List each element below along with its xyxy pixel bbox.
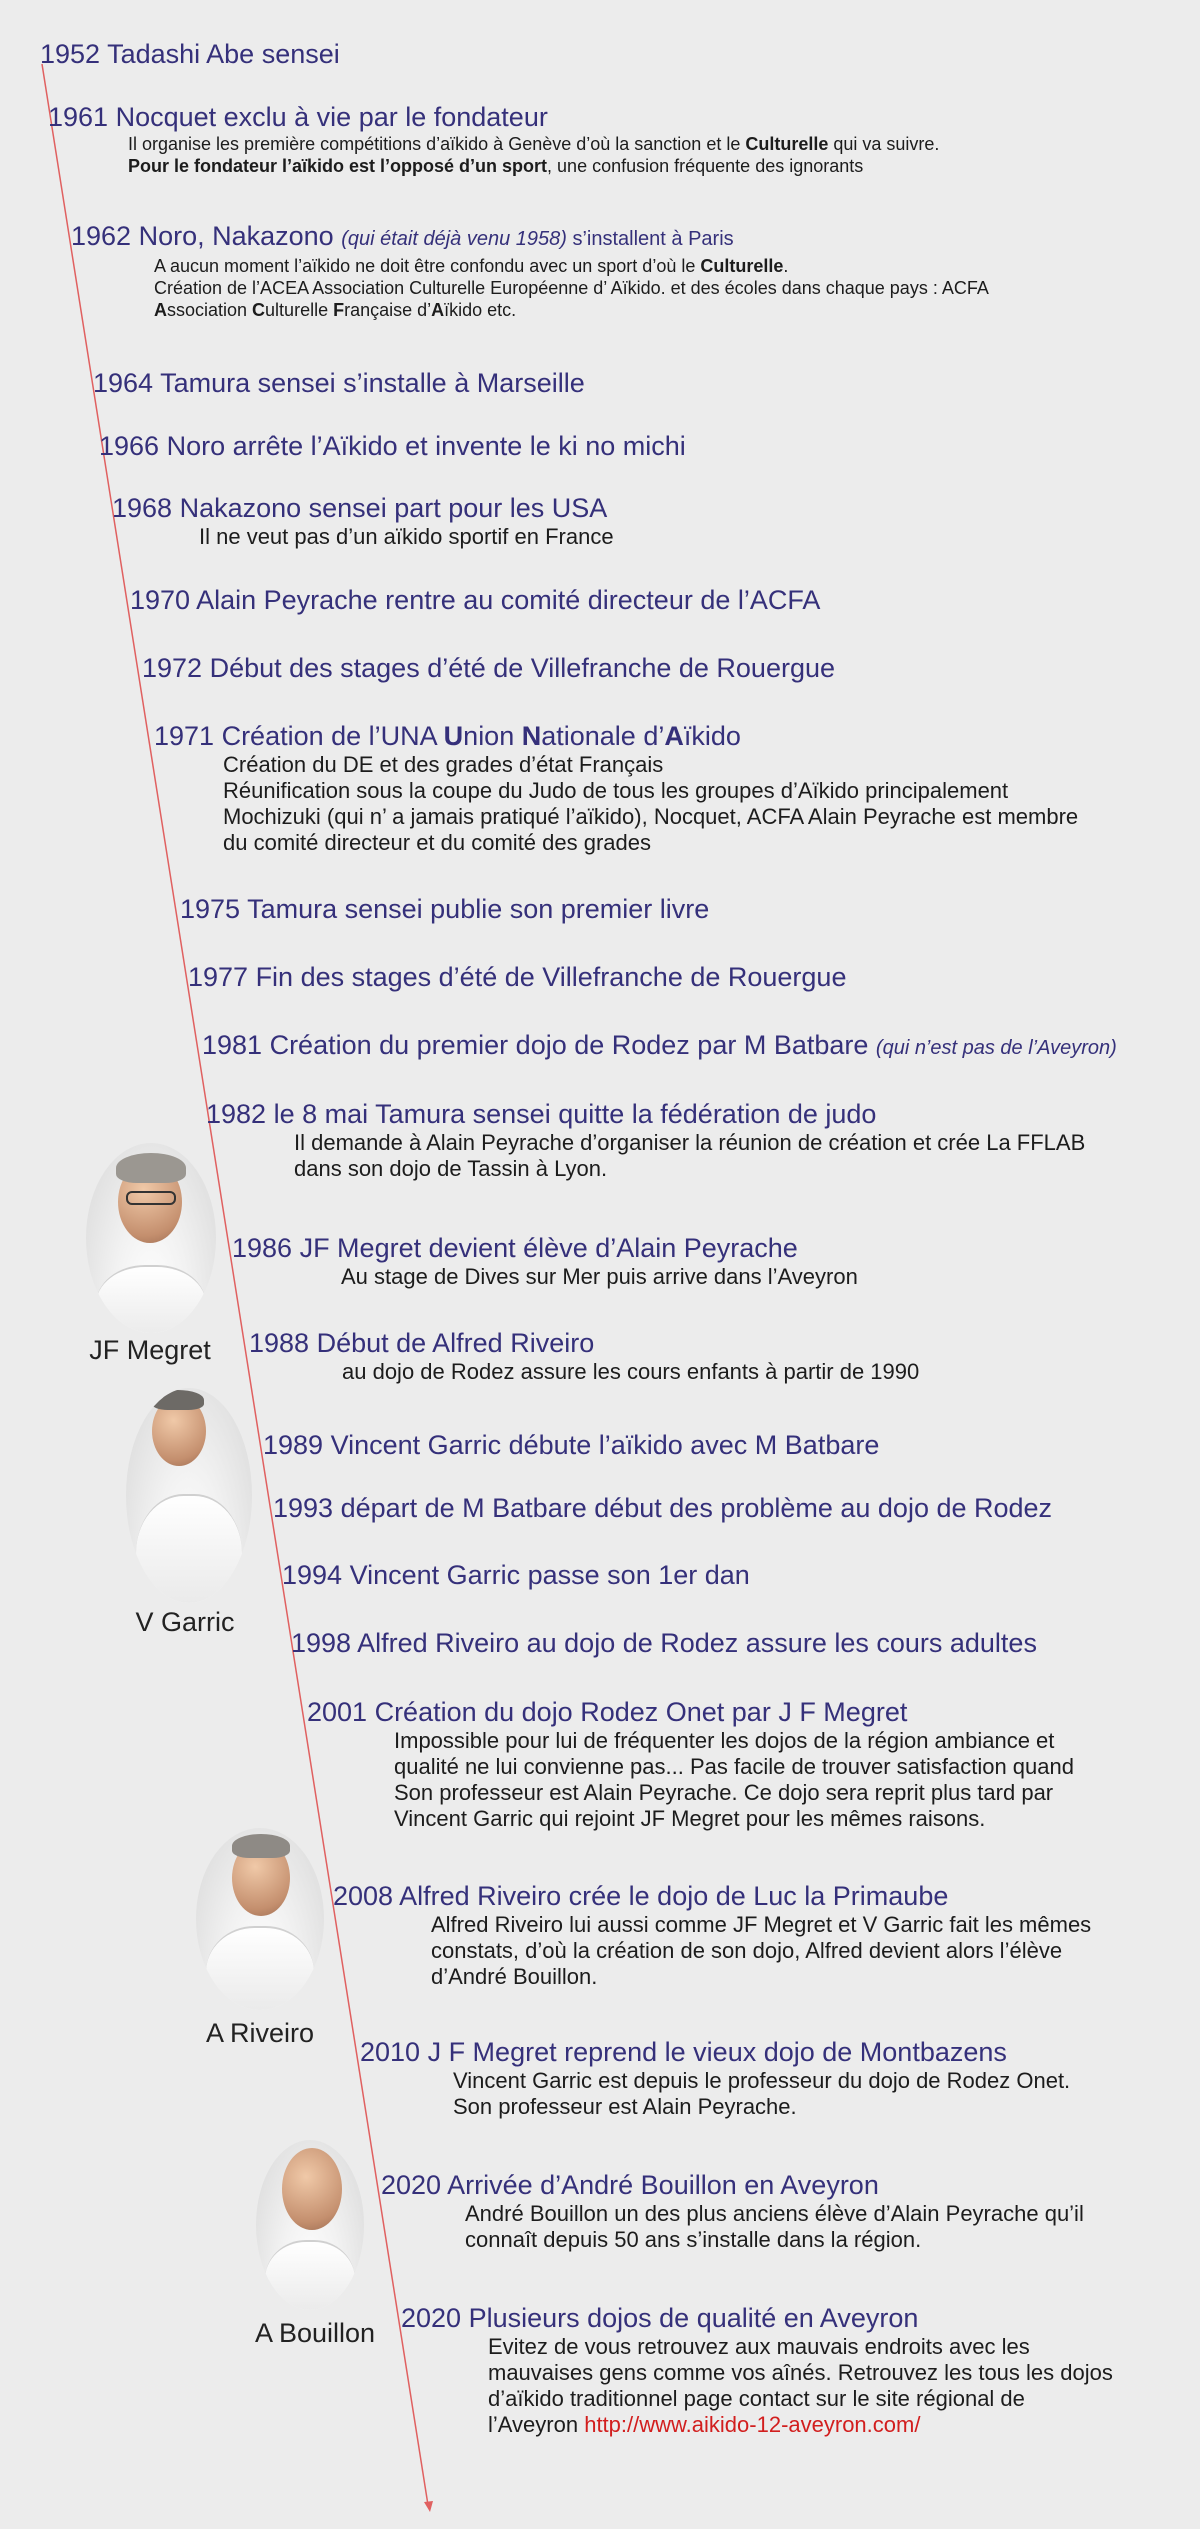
entry-description: Son professeur est Alain Peyrache. (453, 2094, 797, 2119)
entry-1966 (99, 430, 686, 462)
entry-2020-arrival (381, 2169, 1084, 2253)
entry-title: 1981 Création du premier dojo de Rodez par M Batbare (qui n’est pas de l’Aveyron) (202, 1030, 1117, 1060)
entry-description: Vincent Garric est depuis le professeur du dojo de Rodez Onet. (453, 2068, 1071, 2093)
entry-description: Vincent Garric qui rejoint JF Megret pour les mêmes raisons. (394, 1806, 986, 1831)
entry-title: 1998 Alfred Riveiro au dojo de Rodez assure les cours adultes (291, 1628, 1037, 1658)
entry-1981 (202, 1029, 1117, 1064)
entry-title: 1961 Nocquet exclu à vie par le fondateur (48, 102, 548, 132)
entry-title: 2001 Création du dojo Rodez Onet par J F Megret (307, 1697, 908, 1727)
portrait-a-riveiro-photo (196, 1828, 324, 2010)
entry-description: connaît depuis 50 ans s’installe dans la région. (465, 2227, 922, 2252)
entry-description: André Bouillon un des plus anciens élève d’Alain Peyrache qu’il (465, 2201, 1084, 2226)
entry-1964 (93, 367, 585, 399)
entry-description: Mochizuki (qui n’ a jamais pratiqué l’aïkido), Nocquet, ACFA Alain Peyrache est membre (223, 804, 1079, 829)
entry-1998 (291, 1627, 1037, 1659)
entry-title: 1966 Noro arrête l’Aïkido et invente le ki no michi (99, 431, 686, 461)
entry-1972 (142, 652, 835, 684)
entry-description: Réunification sous la coupe du Judo de tous les groupes d’Aïkido principalement (223, 778, 1009, 803)
entry-title: 1975 Tamura sensei publie son premier livre (180, 894, 710, 924)
entry-description: Evitez de vous retrouvez aux mauvais endroits avec les (488, 2334, 1030, 2359)
entry-1962 (71, 220, 989, 321)
entry-description: Il demande à Alain Peyrache d’organiser la réunion de création et crée La FFLAB (294, 1130, 1086, 1155)
entry-2001 (307, 1696, 1074, 1832)
entry-1993 (273, 1492, 1052, 1524)
entry-1961 (48, 101, 939, 177)
entry-title: 2020 Plusieurs dojos de qualité en Aveyron (401, 2303, 919, 2333)
entry-description: constats, d’où la création de son dojo, Alfred devient alors l’élève (431, 1938, 1063, 1963)
entry-description: du comité directeur et du comité des grades (223, 830, 652, 855)
portrait-v-garric-photo (126, 1388, 252, 1603)
entry-title: 1952 Tadashi Abe sensei (40, 39, 340, 69)
entry-title: 1962 Noro, Nakazono (qui était déjà venu 1958) s’installent à Paris (71, 221, 734, 251)
entry-title: 1989 Vincent Garric débute l’aïkido avec M Batbare (263, 1430, 880, 1460)
entry-description: Création du DE et des grades d’état Français (223, 752, 664, 777)
entry-description: dans son dojo de Tassin à Lyon. (294, 1156, 608, 1181)
entry-description: Son professeur est Alain Peyrache. Ce dojo sera reprit plus tard par (394, 1780, 1054, 1805)
entry-description: mauvaises gens comme vos aînés. Retrouvez les tous les dojos (488, 2360, 1113, 2385)
entry-description: Impossible pour lui de fréquenter les dojos de la région ambiance et (394, 1728, 1055, 1753)
entry-title: 1970 Alain Peyrache rentre au comité directeur de l’ACFA (130, 585, 821, 615)
entry-title: 1964 Tamura sensei s’installe à Marseille (93, 368, 585, 398)
entry-description: Association Culturelle Française d’Aïkido etc. (154, 300, 517, 320)
entry-title: 2008 Alfred Riveiro crée le dojo de Luc la Primaube (333, 1881, 949, 1911)
entry-title: 2020 Arrivée d’André Bouillon en Aveyron (381, 2170, 879, 2200)
entry-1971 (154, 720, 1078, 856)
entry-title: 1968 Nakazono sensei part pour les USA (112, 493, 608, 523)
portrait-caption: JF Megret (89, 1335, 211, 1365)
entry-1977 (188, 961, 846, 993)
entry-1982 (206, 1098, 1085, 1182)
entry-description: A aucun moment l’aïkido ne doit être confondu avec un sport d’où le Culturelle. (154, 256, 789, 276)
entry-description: l’Aveyron http://www.aikido-12-aveyron.com/ (488, 2412, 921, 2437)
entry-description: Au stage de Dives sur Mer puis arrive dans l’Aveyron (341, 1264, 858, 1289)
entry-description: Pour le fondateur l’aïkido est l’opposé d’un sport, une confusion fréquente des ignorants (128, 156, 864, 176)
entry-title: 1994 Vincent Garric passe son 1er dan (282, 1560, 750, 1590)
entry-2008 (333, 1880, 1091, 1990)
entry-description: d’André Bouillon. (431, 1964, 598, 1989)
portrait-caption: V Garric (135, 1607, 235, 1637)
entry-description: d’aïkido traditionnel page contact sur le site régional de (488, 2386, 1025, 2411)
entry-1989 (263, 1429, 879, 1461)
entry-1988 (249, 1327, 919, 1385)
entry-title: 2010 J F Megret reprend le vieux dojo de Montbazens (360, 2037, 1007, 2067)
entry-description: Il ne veut pas d’un aïkido sportif en France (199, 524, 614, 549)
entry-note: (qui était déjà venu 1958) (341, 228, 567, 250)
entry-description: qualité ne lui convienne pas... Pas facile de trouver satisfaction quand (394, 1754, 1074, 1779)
portrait-a-bouillon-photo (256, 2140, 364, 2310)
entry-title: 1971 Création de l’UNA Union Nationale d’Aïkido (154, 721, 741, 751)
entry-description: Alfred Riveiro lui aussi comme JF Megret et V Garric fait les mêmes (431, 1912, 1092, 1937)
entry-title: 1986 JF Megret devient élève d’Alain Peyrache (232, 1233, 798, 1263)
entry-2010 (360, 2036, 1070, 2120)
portrait-caption: A Riveiro (205, 2018, 315, 2048)
portrait-jf-megret-photo (86, 1143, 216, 1333)
entry-1970 (130, 584, 820, 616)
entry-note: (qui n’est pas de l’Aveyron) (875, 1037, 1117, 1059)
entry-title: 1988 Début de Alfred Riveiro (249, 1328, 595, 1358)
website-link[interactable]: http://www.aikido-12-aveyron.com/ (584, 2412, 921, 2437)
entry-title: 1993 départ de M Batbare début des problème au dojo de Rodez (273, 1493, 1053, 1523)
portrait-caption: A Bouillon (254, 2318, 376, 2348)
entry-2020-dojos (401, 2302, 1113, 2438)
entry-1968 (112, 492, 614, 550)
entry-1986 (232, 1232, 858, 1290)
entry-description: Création de l’ACEA Association Culturelle Européenne d’ Aïkido. et des écoles dans chaque pays : ACFA (154, 278, 989, 298)
entry-1952 (40, 38, 340, 70)
entry-description: Il organise les première compétitions d’aïkido à Genève d’où la sanction et le Culturelle qui va suivre. (128, 134, 940, 154)
entry-1994 (282, 1559, 750, 1591)
entry-description: au dojo de Rodez assure les cours enfants à partir de 1990 (342, 1359, 920, 1384)
entry-title: 1977 Fin des stages d’été de Villefranche de Rouergue (188, 962, 847, 992)
entry-title: 1982 le 8 mai Tamura sensei quitte la fédération de judo (206, 1099, 877, 1129)
entry-1975 (180, 893, 709, 925)
timeline-arrowhead (424, 2501, 433, 2512)
entry-title: 1972 Début des stages d’été de Villefranche de Rouergue (142, 653, 835, 683)
